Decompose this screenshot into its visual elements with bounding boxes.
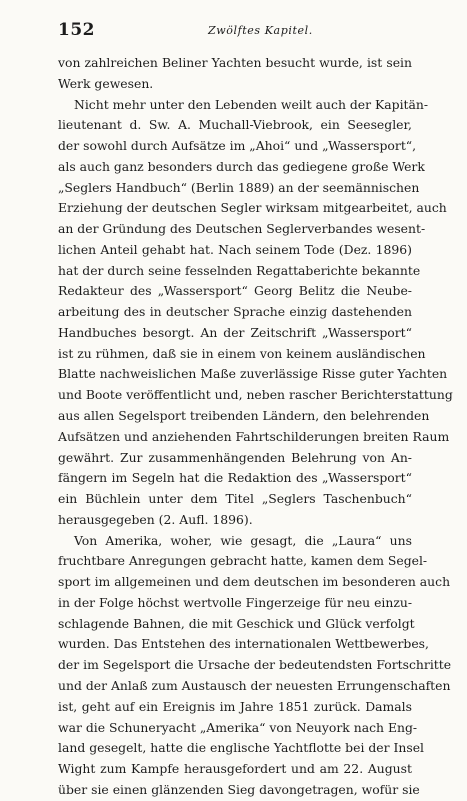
text-line: hat der durch seine fesselnden Regattaberichte bekannte	[58, 262, 421, 278]
body-text	[58, 53, 453, 801]
text-line: ein Büchlein unter dem Titel „Seglers Taschenbuch“	[58, 491, 412, 507]
text-line: Nicht mehr unter den Lebenden weilt auch der Kapitän-	[74, 96, 429, 112]
text-line: fängern im Segeln hat die Redaktion des „Wassersport“	[58, 470, 412, 486]
text-line: und der Anlaß zum Austausch der neuesten Errungenschaften	[58, 677, 451, 693]
text-line: fruchtbare Anregungen gebracht hatte, kamen dem Segel-	[58, 553, 428, 569]
text-line: von zahlreichen Beliner Yachten besucht wurde, ist sein	[58, 55, 412, 70]
text-line: Handbuches besorgt. An der Zeitschrift „Wassersport“	[58, 324, 412, 340]
text-line: Wight zum Kampfe herausgefordert und am 22. August	[58, 761, 412, 777]
text-line: Erziehung der deutschen Segler wirksam mitgearbeitet, auch	[58, 200, 447, 216]
text-line: lichen Anteil gehabt hat. Nach seinem Tode (Dez. 1896)	[58, 241, 412, 257]
page-number: 152	[58, 20, 95, 40]
text-line: als auch ganz besonders durch das gediegene große Werk	[58, 158, 425, 174]
text-line: schlagende Bahnen, die mit Geschick und Glück verfolgt	[58, 615, 415, 631]
text-line: an der Gründung des Deutschen Seglerverbandes wesent-	[58, 221, 426, 237]
text-line: arbeitung des in deutscher Sprache einzig dastehenden	[58, 304, 412, 320]
text-line: Redakteur des „Wassersport“ Georg Belitz die Neube-	[58, 283, 412, 299]
text-line: land gesegelt, hatte die englische Yachtflotte bei der Insel	[58, 740, 425, 756]
text-line: sport im allgemeinen und dem deutschen im besonderen auch	[58, 574, 451, 590]
text-line: und Boote veröffentlicht und, neben rascher Berichterstattung	[58, 387, 453, 403]
text-line: über sie einen glänzenden Sieg davongetragen, wofür sie	[58, 781, 420, 797]
text-line: gewährt. Zur zusammenhängenden Belehrung von An-	[58, 449, 412, 465]
text-line: Von Amerika, woher, wie gesagt, die „Laura“ uns	[74, 532, 412, 548]
text-line: in der Folge höchst wertvolle Fingerzeige für neu einzu-	[58, 594, 413, 610]
text-line: Aufsätzen und anziehenden Fahrtschilderungen breiten Raum	[58, 428, 450, 444]
text-line: war die Schuneryacht „Amerika“ von Neuyork nach Eng-	[58, 719, 418, 735]
text-line: der sowohl durch Aufsätze im „Ahoi“ und „Wassersport“,	[58, 138, 417, 154]
text-line: wurden. Das Entstehen des internationalen Wettbewerbes,	[58, 636, 429, 652]
text-line: der im Segelsport die Ursache der bedeutendsten Fortschritte	[58, 657, 452, 673]
text-line: „Seglers Handbuch“ (Berlin 1889) an der seemännischen	[58, 179, 420, 195]
text-line: ist, geht auf ein Ereignis im Jahre 1851 zurück. Damals	[58, 698, 412, 714]
text-line: Blatte nachweislichen Maße zuverlässige Risse guter Yachten	[58, 366, 448, 382]
running-head	[58, 20, 412, 44]
text-line: Werk gewesen.	[58, 75, 154, 91]
chapter-title: Zwölftes Kapitel.	[208, 24, 313, 37]
text-line: aus allen Segelsport treibenden Ländern, den belehrenden	[58, 408, 430, 424]
text-line: ist zu rühmen, daß sie in einem von keinem ausländischen	[58, 345, 426, 361]
text-line: herausgegeben (2. Aufl. 1896).	[58, 511, 253, 527]
text-line: lieutenant d. Sw. A. Muchall-Viebrook, ein Seesegler,	[58, 117, 412, 133]
